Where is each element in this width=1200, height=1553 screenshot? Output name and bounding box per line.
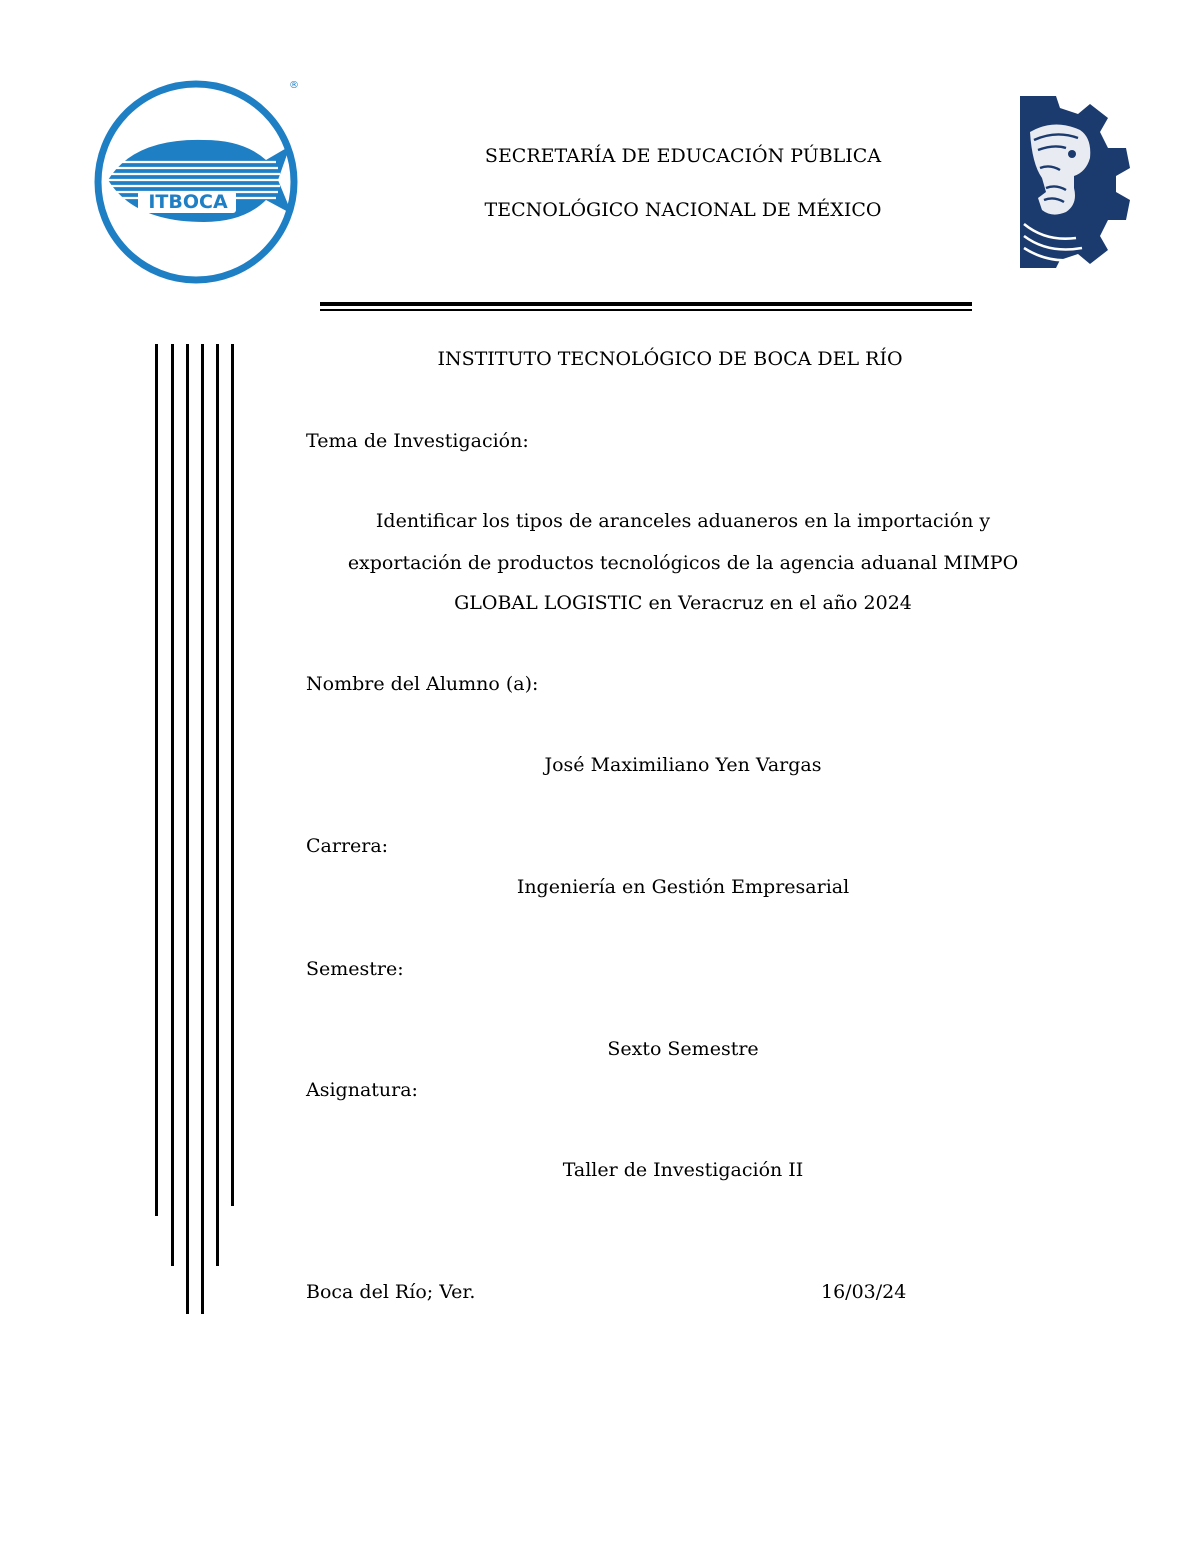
itboca-logo	[94, 80, 306, 284]
subject-label: Asignatura:	[306, 1079, 418, 1101]
decorative-line	[201, 344, 204, 1314]
topic-line: Identificar los tipos de aranceles aduaneros en la importación y	[375, 510, 991, 532]
semester-label: Semestre:	[306, 958, 404, 980]
registered-mark: ®	[289, 80, 299, 91]
subject-value: Taller de Investigación II	[562, 1159, 804, 1181]
decorative-line	[186, 344, 189, 1314]
tecnm-logo	[1016, 92, 1142, 270]
header-rule-top	[320, 302, 972, 306]
decorative-line	[216, 344, 219, 1266]
institute-name: INSTITUTO TECNOLÓGICO DE BOCA DEL RÍO	[437, 348, 903, 370]
topic-label: Tema de Investigación:	[306, 430, 529, 452]
student-label: Nombre del Alumno (a):	[306, 673, 539, 695]
header-rule-bottom	[320, 309, 972, 311]
itboca-logo-text: ITBOCA	[148, 191, 228, 213]
footer-date: 16/03/24	[821, 1281, 907, 1303]
student-name: José Maximiliano Yen Vargas	[544, 754, 822, 776]
career-value: Ingeniería en Gestión Empresarial	[516, 876, 850, 898]
decorative-line	[155, 344, 158, 1216]
topic-line: exportación de productos tecnológicos de la agencia aduanal MIMPO	[347, 552, 1019, 574]
footer-place: Boca del Río; Ver.	[306, 1281, 476, 1303]
tecnm-gear-icon	[1016, 92, 1142, 270]
header-secretaria: SECRETARÍA DE EDUCACIÓN PÚBLICA	[484, 145, 882, 167]
header-tecnm: TECNOLÓGICO NACIONAL DE MÉXICO	[484, 199, 882, 221]
decorative-line	[171, 344, 174, 1266]
topic-line: GLOBAL LOGISTIC en Veracruz en el año 2024	[454, 592, 912, 614]
decorative-line	[231, 344, 234, 1206]
career-label: Carrera:	[306, 835, 389, 857]
itboca-fish-icon	[94, 80, 306, 284]
semester-value: Sexto Semestre	[607, 1038, 759, 1060]
